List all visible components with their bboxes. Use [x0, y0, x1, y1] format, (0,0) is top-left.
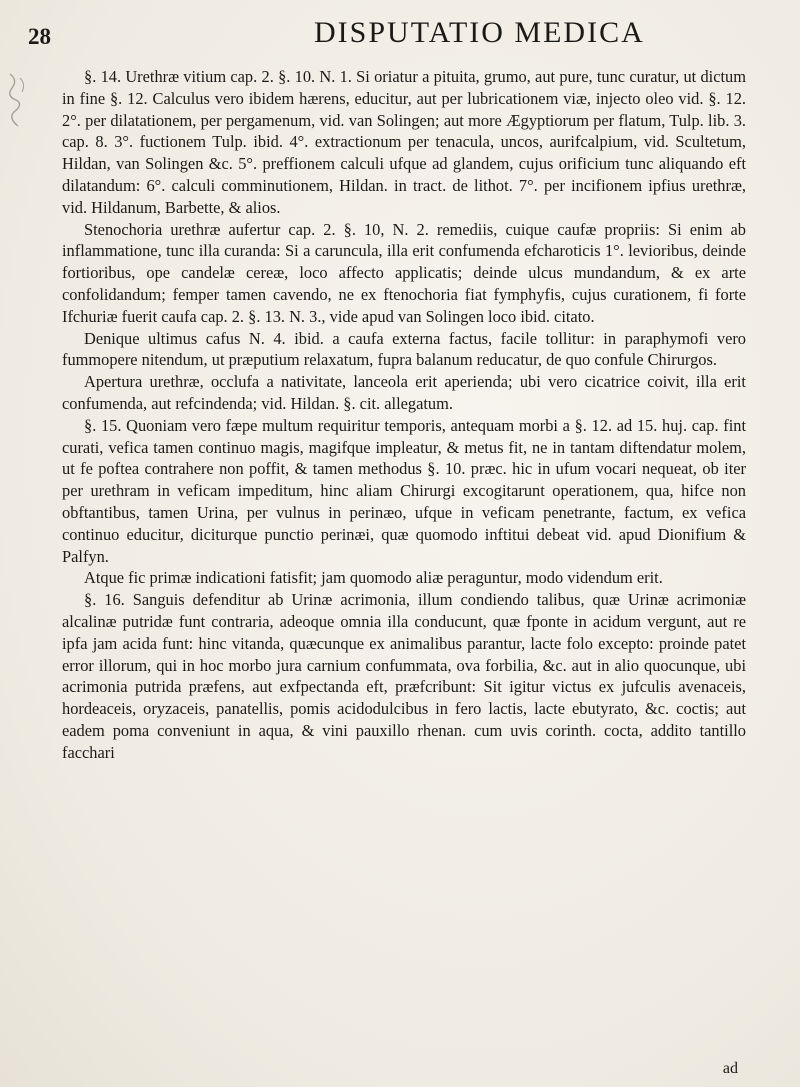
catchword: ad [722, 1060, 738, 1077]
body-text [62, 66, 746, 764]
paragraph-14: §. 14. Urethræ vitium cap. 2. §. 10. N. 1. Si oriatur a pituita, grumo, aut pure, tunc curatur, ut dictum in fine §. 12. Calculus vero ibidem hærens, educitur, aut per lubricationem viæ, injecto oleo vid. §. 12. 2°. per dilatationem, per pergamenum, vid. van Solingen; aut more Ægyptiorum per flatum, Tulp. lib. 3. cap. 8. 3°. fuctionem Tulp. ibid. 4°. extractionum per tenacula, uncos, aurifcalpium, vid. Scultetum, Hildan, van Solingen &c. 5°. preffionem calculi ufque ad glandem, cujus orificium tunc aliquando eft dilatandum: 6°. calculi comminutionem, Hildan. in tract. de lithot. 7°. per incifionem ipfius urethræ, vid. Hildanum, Barbette, & alios. [62, 67, 746, 217]
paragraph-denique: Denique ultimus cafus N. 4. ibid. a caufa externa factus, facile tollitur: in paraphymofi vero fummopere nitendum, ut præputium relaxatum, fupra balanum reducatur, de quo confule Chirurgos. [62, 328, 746, 370]
page-header [24, 14, 740, 54]
paragraph-16: §. 16. Sanguis defenditur ab Urinæ acrimonia, illum condiendo talibus, quæ Urinæ acrimoniæ alcalinæ putridæ funt contraria, adeoque omnia illa conducunt, quæ fponte in acidum vergunt, aut re ipfa jam acida funt: hinc vitanda, quæcunque ex animalibus parantur, lacte folo excepto: proinde patet error illorum, qui in hoc morbo jura carnium confummata, ova forbilia, &c. aut in alio quocunque, ubi acrimonia putrida præfens, aut exfpectanda eft, præfcribunt: Sit igitur victus ex jufculis avenaceis, hordeaceis, oryzaceis, panatellis, pomis acidodulcibus in fero lactis, lacte ebutyrato, &c. coctis; aut eadem poma conveniunt in aqua, & vini pauxillo rhenan. cum uvis corinth. cocta, addito tantillo facchari [62, 590, 746, 762]
running-title: DISPUTATIO MEDICA [314, 16, 645, 49]
paragraph-atque: Atque fic primæ indicationi fatisfit; jam quomodo aliæ peraguntur, modo videndum erit. [84, 568, 663, 588]
paragraph-stenochoria: Stenochoria urethræ aufertur cap. 2. §. 10, N. 2. remediis, cuique caufæ propriis: Si enim ab inflammatione, tunc illa curanda: Si a caruncula, illa erit confumenda efcharoticis 1°. levioribus, deinde fortioribus, ope candelæ cereæ, loco affecto applicatis; deinde ulcus mundandum, & ex arte confolidandum; femper tamen cavendo, ne ex ftenochoria fiat fymphyfis, cujus curationem, fi forte Ifchuriæ fuerit caufa cap. 2. §. 13. N. 3., vide apud van Solingen loco ibid. citato. [62, 219, 746, 326]
paragraph-15: §. 15. Quoniam vero fæpe multum requiritur temporis, antequam morbi a §. 12. ad 15. huj. cap. fint curati, vefica tamen continuo magis, magifque impleatur, & metus fit, ne in tantam diftendatur molem, ut fe poftea contrahere non poffit, & tamen methodus §. 10. præc. hic in ufum vocari nequeat, ob iter per urethram in veficam impeditum, hinc aliam Chirurgi excogitarunt operationem, qua, hifce non obftantibus, tamen Urina, per vulnus in perinæo, ufque in veficam penetrante, factum, ex vefica continuo educitur, diciturque punctio perinæi, quæ quomodo inftitui debeat vid. apud Dionifium & Palfyn. [62, 415, 746, 566]
page-number: 28 [28, 24, 51, 49]
paragraph-apertura: Apertura urethræ, occlufa a nativitate, lanceola erit aperienda; ubi vero cicatrice coivit, illa erit confumenda, aut refcindenda; vid. Hildan. §. cit. allegatum. [62, 372, 746, 413]
margin-ornament-icon [4, 70, 32, 130]
